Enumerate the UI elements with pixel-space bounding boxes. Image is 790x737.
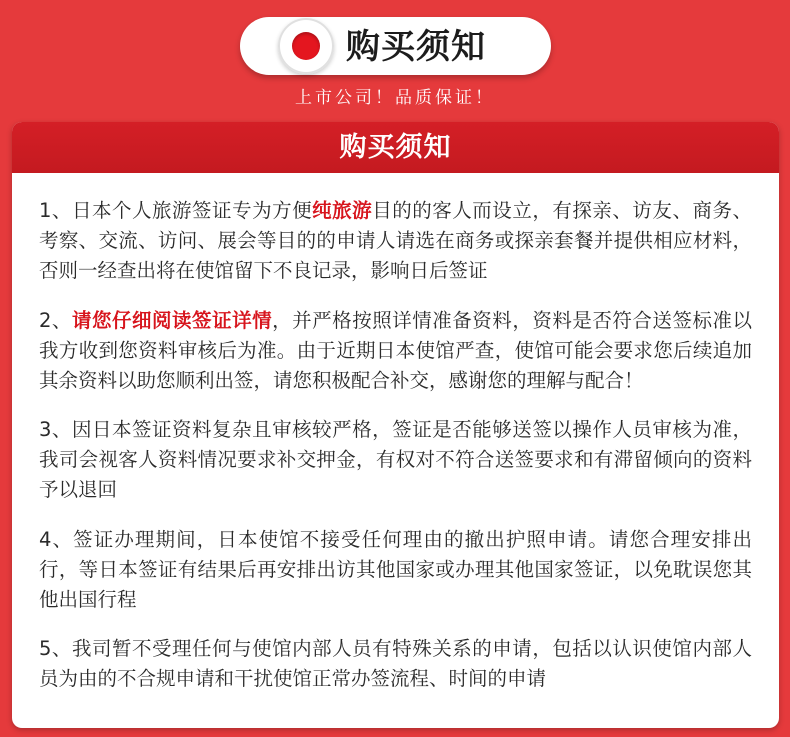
notice-text: 5、我司暂不受理任何与使馆内部人员有特殊关系的申请，包括以认识使馆内部人员为由的不合规申请和干扰使馆正常办签流程、时间的申请 (39, 637, 752, 690)
notice-text: 目的的客人而设立，有探亲、访友、商务、考察、交流、访问、展会等目的的申请人请选在商务或探亲套餐并提供相应材料，否则一经查出将在使馆留下不良记录，影响日后签证 (39, 199, 752, 282)
notice-text: 2、 (39, 308, 72, 332)
slogan: 上市公司！品质保证！ (295, 88, 495, 108)
notice-text: ，并严格按照详情准备资料，资料是否符合送签标准以我方收到您资料审核后为准。由于近期日本使馆严查，使馆可能会要求您后续追加其余资料以助您顺利出签，请您积极配合补交，感谢您的理解与配合！ (39, 308, 752, 392)
notice-text: 4、签证办理期间，日本使馆不接受任何理由的撤出护照申请。请您合理安排出行，等日本签证有结果后再安排出访其他国家或办理其他国家签证，以免耽误您其他出国行程 (39, 527, 752, 611)
flag-sun (292, 32, 320, 60)
notice-text: 1、日本个人旅游签证专为方便 (39, 199, 313, 222)
notice-panel (12, 122, 779, 728)
notice-body (12, 173, 779, 694)
notice-item-2 (39, 306, 752, 396)
japan-flag-icon (278, 18, 334, 74)
notice-title: 购买须知 (12, 122, 779, 173)
notice-item-4 (39, 525, 752, 615)
notice-item-3 (39, 415, 752, 505)
notice-item-1 (39, 196, 752, 286)
notice-item-5 (39, 634, 752, 694)
page-title: 购买须知 (346, 27, 486, 67)
notice-highlight: 纯旅游 (312, 199, 373, 222)
notice-text: 3、因日本签证资料复杂且审核较严格，签证是否能够送签以操作人员审核为准，我司会视客人资料情况要求补交押金，有权对不符合送签要求和有滞留倾向的资料予以退回 (39, 418, 752, 501)
notice-highlight: 请您仔细阅读签证详情 (71, 308, 273, 332)
